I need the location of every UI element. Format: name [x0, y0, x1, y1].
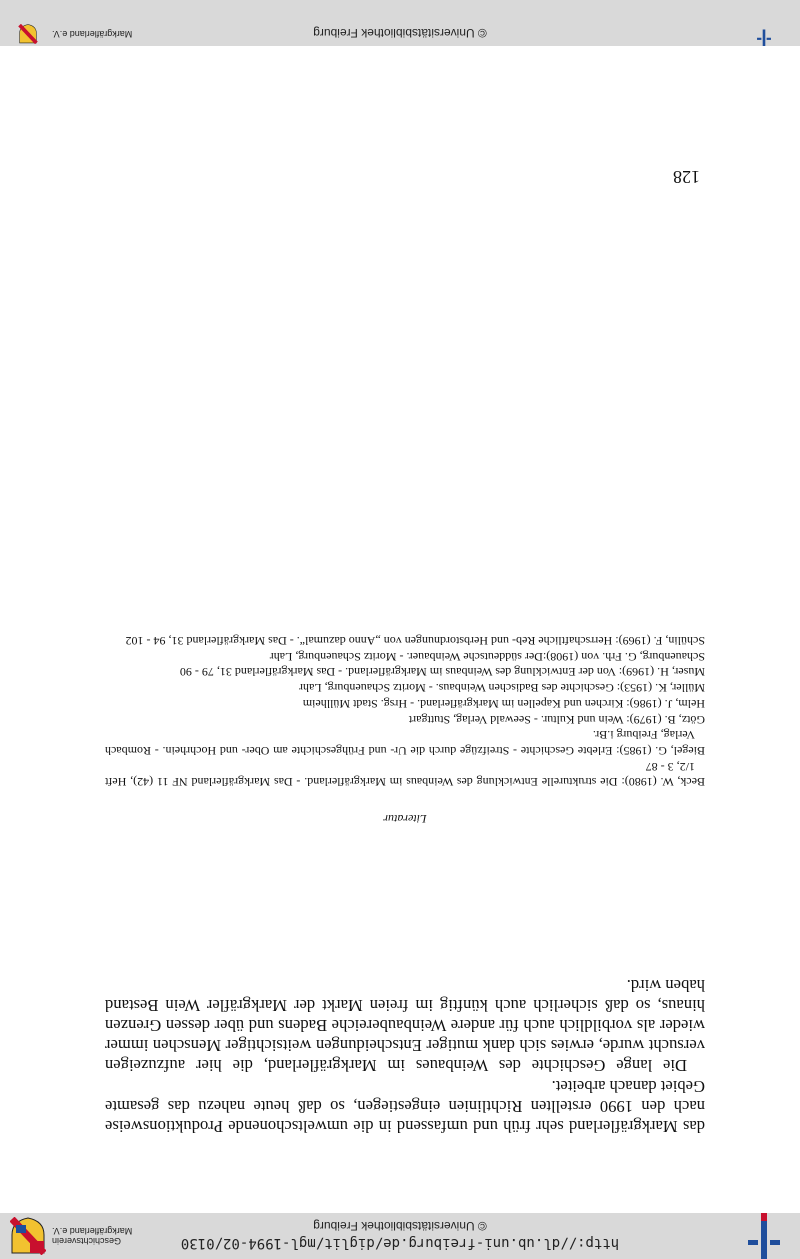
- body-paragraph: Die lange Geschichte des Weinbaues im Markgräflerland, die hier aufzuzeigen versucht wurde, erwies sich dank mutiger Entscheidungen weitsichtiger Menschen immer wieder als vorbildlich auch für andere Weinbaubereiche Badens und über dessen Grenzen hinaus, so daß sicherlich auch künftig im freien Markt der Markgräfler Wein Bestand haben wird.: [105, 975, 705, 1076]
- document-url[interactable]: http://dl.ub.uni-freiburg.de/diglit/mgl-1994-02/0130: [180, 1235, 620, 1251]
- reference-item: Schauenburg, G. Frh. von (1908):Der süddeutsche Weinbauer. - Moritz Schauenburg, Lahr: [269, 649, 705, 664]
- page-number: 128: [673, 167, 700, 187]
- footer-copyright: © Universitätsbibliothek Freiburg: [313, 26, 487, 40]
- reference-item: Schülin, F. (1969): Herrschaftliche Reb- und Herbstordnungen von „Anno dazumal“. - Das Markgräflerland 31, 94 - 102: [125, 634, 705, 649]
- copyright-notice: © Universitätsbibliothek Freiburg: [313, 1219, 487, 1233]
- page-content: [105, 632, 705, 1214]
- reference-item: Götz, B. (1979): Wein und Kultur. - Seewald Verlag, Stuttgart: [408, 712, 705, 727]
- footer-bar: [0, 0, 800, 46]
- literature-heading: Literatur: [383, 812, 427, 827]
- coat-of-arms-icon: [10, 1217, 46, 1255]
- society-block: [10, 1217, 132, 1255]
- footer-society-block: [10, 24, 132, 44]
- reference-item: Müller, K. (1953): Geschichte des Badischen Weinbaus. - Moritz Schauenburg, Lahr: [298, 681, 705, 696]
- header-bar: [0, 1213, 800, 1259]
- body-paragraph: das Markgräflerland sehr früh und umfassend in die umweltschonende Produktionsweise nach den 1990 erstellten Richtlinien eingestiegen, so daß heute nahezu das gesamte Gebiet danach arbeitet.: [105, 1076, 705, 1136]
- reference-item: Beck, W. (1980): Die strukturelle Entwicklung des Weinbaus im Markgräflerland. - Das Markgräflerland NF 11 (42), Heft 1/2, 3 - 87: [105, 759, 705, 790]
- footer-society-name: Markgräflerland e.V.: [52, 29, 133, 39]
- reference-item: Muser, H. (1969): Von der Entwicklung des Weinbaus im Markgräflerland. - Das Markgräflerland 31, 79 - 90: [179, 665, 705, 680]
- reference-item: Helm, J. (1986): Kirchen und Kapellen im Markgräflerland. - Hrsg. Stadt Müllheim: [302, 696, 705, 711]
- footer-coat-of-arms-icon: [10, 24, 46, 44]
- footer-library-logo-icon: [744, 26, 784, 46]
- society-name: Geschichtsverein Markgräflerland e.V.: [52, 1226, 133, 1246]
- reference-item: Biegel, G. (1985): Erlebte Geschichte - Streifzüge durch die Ur- und Frühgeschichte am Ober- und Hochrhein. - Rombach Verlag, Freiburg i.Br.: [105, 728, 705, 758]
